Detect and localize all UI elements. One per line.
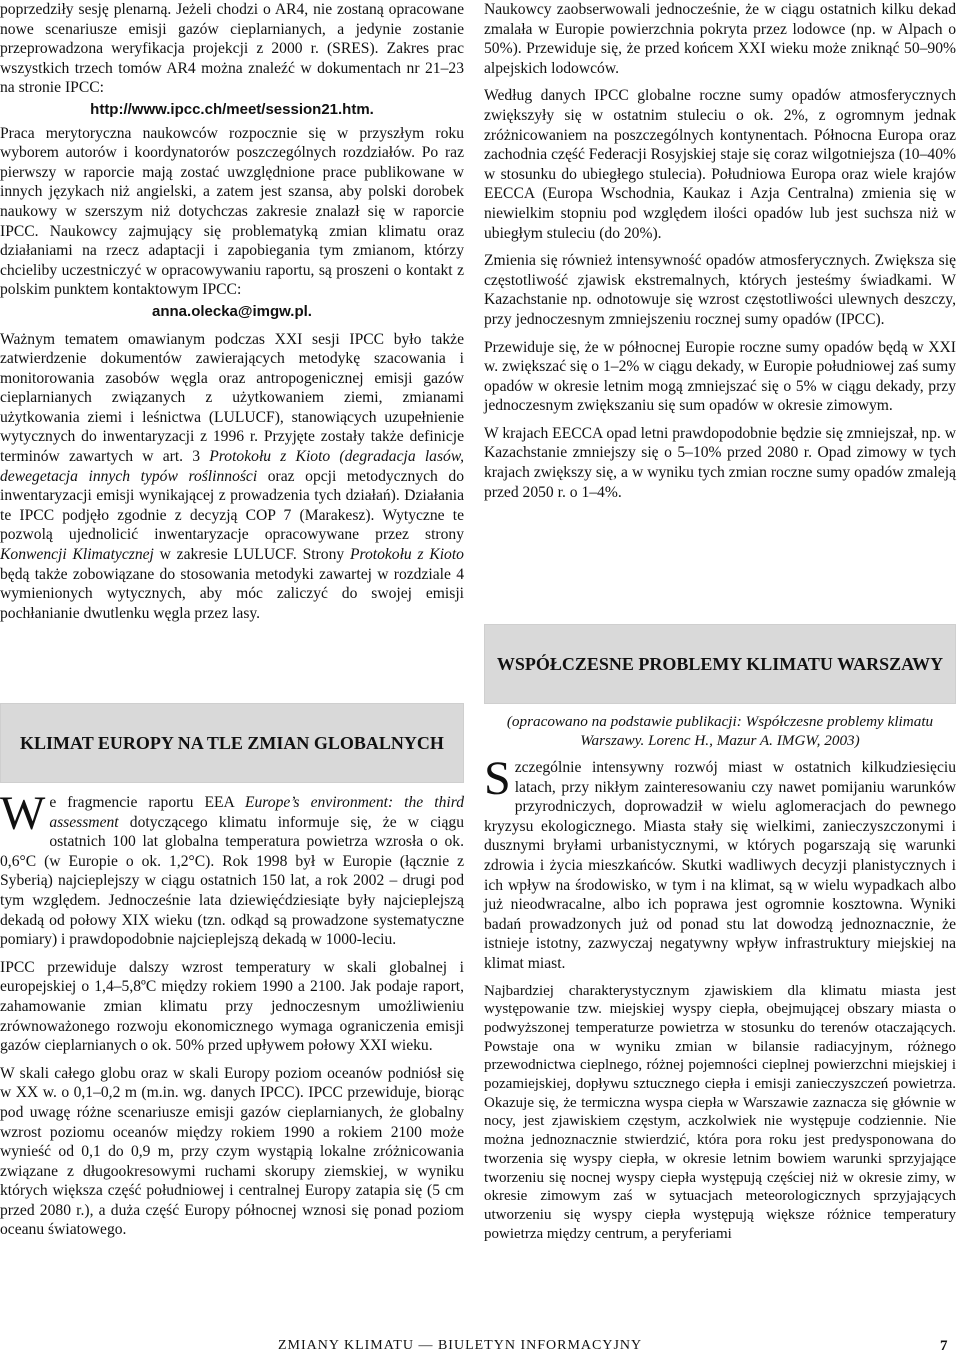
paragraph: Przewiduje się, że w północnej Europie roczne sumy opadów będą w XXI w. zwiększać się o 1–2% w ciągu dekady, w Europie południowej zaś sumy opadów w okresie letnim mogą zmniejszać się o 5% w ciągu dekady, przy jednoczesnym zwiększaniu się sum opadów w okresie zimowym. — [484, 338, 956, 415]
paragraph: Zmienia się również intensywność opadów atmosferycznych. Zwiększa się częstotliwość zjawisk ekstremalnych, których jesteśmy świadkami. W Kazachstanie np. odnotowuje się wzrost częstotliwości ulewnych deszczy, przy jednoczesnym zmniejszeniu rocznej sumy opadów (IPCC). — [484, 252, 956, 328]
paragraph: Praca merytoryczna naukowców rozpocznie się w przyszłym roku wyborem autorów i koordynatorów poszczególnych rozdziałów. Po raz pierwszy w raporcie mają zostać uwzględnione prace publikowane w innych językach niż angielski, a zatem jest szansa, aby polski dorobek naukowy w szerszym niż dotychczas zakresie znalazł się w raporcie IPCC. Naukowcy zajmujący się problematyką zmian klimatu oraz działaniami na rzecz adaptacji i zapobiegania tym zmianom, którzy chcieliby uczestniczyć w opracowywaniu raportu, są proszeni o kontakt z polskim punktem kontaktowym IPCC: — [0, 124, 464, 299]
section-heading: KLIMAT EUROPY NA TLE ZMIAN GLOBALNYCH — [20, 733, 444, 753]
paragraph: Według danych IPCC globalne roczne sumy opadów atmosferycznych zwiększyły się w ostatnim stuleciu o ok. 2%, z ogromnym jednak zróżnicowaniem na poszczególnych kontynentach. Północna Europa oraz zachodnia część Federacji Rosyjskiej staje się coraz wilgotniejsza (10–40% w stosunku do ubiegłego stulecia). Południowa Europa oraz wiele krajów EECCA (Europa Wschodnia, Kaukaz i Azja Centralna) zmienia się w niewielkim stopniu pod względem ilości opadów lub jest suchsza niż w ubiegłym stuleciu (do 20%). — [484, 87, 956, 242]
text-run: zczególnie intensywny rozwój miast w ostatnich kilkudziesięciu latach, przy nikłym zainteresowaniu czy nawet pomijaniu warunków przyrodniczych, doprowadził w wielu aglomeracjach do pewnego kryzysu ekologicznego. Miasta stały się wielkimi, zanieczyszczonymi i dusznymi bryłami urbanistycznymi, w których pogarszają się warunki zdrowia i życia mieszkańców. Skutki wadliwych decyzji planistycznych i ich wpływ na środowisko, w tym i na klimat, są w wielu wypadkach albo już nieodwracalne, albo ich poprawa jest ogromnie kosztowna. Wyniki badań prowadzonych już od ponad stu lat dowodzą jednoznacznie, że istnieje istotny, zazwyczaj negatywny wpływ infrastruktury miejskiej na klimat miast. — [484, 759, 956, 972]
text-run: dotyczącego klimatu informuje się, że w ciągu ostatnich 100 lat globalna temperatura powietrza wzrosła o ok. 0,6°C (w Europie o ok. 1,2°C). Rok 1998 był w Europie (łącznie z Syberią) najcieplejszy w ciągu ostatnich 150 lat, a rok 2002 – drugi pod tym względem. Jednocześnie lata dziewięćdziesiąte były najcieplejszą dekadą od połowy XIX wieku (tzn. odkąd są prowadzone systematyczne pomiary) i prawdopodobnie najcieplejszą dekadą w 1000-leciu. — [0, 813, 464, 949]
text-run: Ważnym tematem omawianym podczas XXI sesji IPCC było także zatwierdzenie dokumentów zawierających metodykę szacowania i monitorowania zasobów węgla oraz antropogenicznej emisji gazów cieplarnianych związanych z użytkowaniem ziemi, zmianami użytkowania ziemi i leśnictwa (LULUCF), stanowiących uzupełnienie wytycznych do inwentaryzacji z 1996 r. Przyjęte zostały także definicje terminów zawartych w art. 3 — [0, 330, 464, 466]
section-heading: WSPÓŁCZESNE PROBLEMY KLIMATU WARSZAWY — [496, 654, 944, 674]
italic-text: Konwencji Klimatycznej — [0, 546, 154, 564]
paragraph: W skali całego globu oraz w skali Europy poziom oceanów podniósł się w XX w. o 0,1–0,2 m (m.in. wg. danych IPCC). IPCC przewiduje, biorąc pod uwagę różne scenariusze emisji gazów cieplarnianych, że globalny wzrost poziomu oceanów między rokiem 1990 a rokiem 2100 może wynieść od 0,1 do 0,9 m, przy czym wystąpią lokalne zróżnicowania związane z długookresowymi ruchami skorupy ziemskiej, w wyniku których większa część południowej i centralnej Europy zatapia się (5 cm przed 2080 r.), a duża część Europy północnej wznosi się ponad poziom oceanu światowego. — [0, 1064, 464, 1239]
italic-text: Protokołu z Kioto — [349, 546, 464, 564]
source-note: (opracowano na podstawie publikacji: Współczesne problemy klimatu Warszawy. Lorenc H., Mazur A. IMGW, 2003) — [506, 713, 934, 749]
italic-text: Europe’s environment: the third assessment — [49, 794, 464, 831]
paragraph — [484, 752, 956, 974]
section-heading-box — [0, 703, 464, 783]
contact-email-link[interactable]: anna.olecka@imgw.pl. — [152, 302, 312, 320]
page-footer — [0, 1336, 960, 1356]
section-heading-box — [484, 624, 956, 704]
text-run: oraz opcji metodycznych do inwentaryzacji emisji wynikającej z prowadzenia tych działań). Działania te IPCC podjęło zgodnie z decyzją COP 7 (Marakesz). Wytyczne te pozwolą ujednolicić inwentaryzacje opracowywane przez strony — [0, 467, 464, 544]
right-column — [484, 0, 956, 1242]
section-body — [0, 787, 464, 1248]
footer-title: ZMIANY KLIMATU — BIULETYN INFORMACYJNY — [278, 1338, 643, 1353]
paragraph: IPCC przewiduje dalszy wzrost temperatury w skali globalnej i europejskiej o 1,4–5,8ºC między rokiem 1990 a 2100. Jak podaje raport, zahamowanie zmian klimatu przy jednoczesnym umożliwieniu zrównoważonego rozwoju ekonomicznego wymaga ograniczenia emisji gazów cieplarnianych o ok. 50% przed upływem połowy XXI wieku. — [0, 958, 464, 1055]
text-run: będą także zobowiązane do stosowania metodyki zawartej w rozdziale 4 wymienionych wytycznych, aby móc zaliczyć do swojej emisji pochłanianie dwutlenku węgla przez lasy. — [0, 565, 464, 622]
drop-cap: W — [0, 787, 46, 840]
paragraph: Najbardziej charakterystycznym zjawiskiem dla klimatu miasta jest występowanie tzw. miejskiej wyspy ciepła, obejmującej obszary miasta o podwyższonej temperaturze powietrza w stosunku do terenów otaczających. Powstaje ona w wyniku zmian w bilansie radiacyjnym, różnego przewodnictwa cieplnego, różnej pojemności cieplnej powierzchni miejskiej i pozamiejskiej, dopływu sztucznego ciepła i emisji zanieczyszczeń powietrza. Okazuje się, że termiczna wyspa ciepła w Warszawie zaznacza się głównie w nocy, jest zjawiskiem częstym, aczkolwiek nie występuje codziennie. Nie można jednoznacznie stwierdzić, która pora roku jest predysponowana do tworzenia się wyspy ciepła, w okresie letnim bowiem warunki sprzyjające tworzeniu się nocnej wyspy ciepła występują częściej niż w okresie zimy, w okresie zimowym zaś w sytuacjach meteorologicznych sprzyjających utworzeniu się wyspy ciepła występują większe różnice temperatury powietrza między centrum, a peryferiami — [484, 982, 956, 1242]
text-run: e fragmencie raportu EEA — [49, 794, 245, 811]
paragraph: W krajach EECCA opad letni prawdopodobnie będzie się zmniejszał, np. w Kazachstanie zmniejszy się o 5–10% przed 2080 r. Opad zimowy w tych krajach zwiększy się, a w wyniku tych zmian roczne sumy opadów zmaleją przed 2050 r. o 1–4%. — [484, 424, 956, 501]
left-column — [0, 0, 464, 1239]
paragraph: poprzedziły sesję plenarną. Jeżeli chodzi o AR4, nie zostaną opracowane nowe scenariusze emisji gazów cieplarnianych, a jedynie zostanie przeprowadzona weryfikacja projekcji z 2000 r. (SRES). Zakres prac wszystkich trzech tomów AR4 można znaleźć w dokumentach nr 21–23 na stronie IPCC: — [0, 1, 464, 97]
drop-cap: S — [484, 752, 511, 805]
section-body — [484, 712, 956, 1251]
text-run: w zakresie LULUCF. Strony — [153, 546, 350, 564]
ipcc-url-link[interactable]: http://www.ipcc.ch/meet/session21.htm. — [90, 100, 374, 118]
paragraph: Naukowcy zaobserwowali jednocześnie, że w ciągu ostatnich kilku dekad zmalała w Europie powierzchnia pokryta przez lodowce (np. w Alpach o 50%). Przewiduje się, że przed końcem XXI wieku może zniknąć 50–90% alpejskich lodowców. — [484, 1, 956, 77]
italic-text: Protokołu z Kioto (degradacja lasów, dewegetacja innych typów roślinności — [0, 448, 464, 485]
paragraph — [0, 330, 464, 624]
page-number: 7 — [940, 1338, 949, 1354]
paragraph — [0, 787, 464, 950]
